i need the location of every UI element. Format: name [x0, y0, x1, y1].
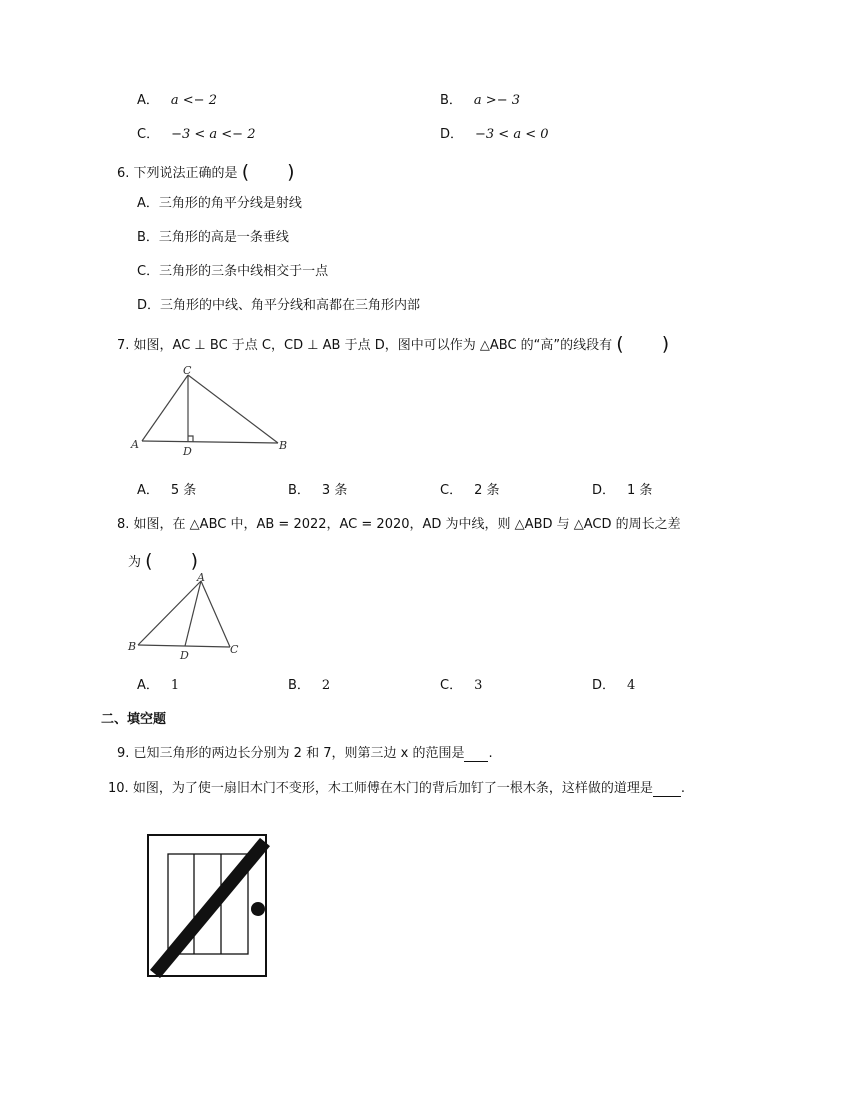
- q7-label-b: B: [279, 439, 288, 452]
- q7-side-ab: [142, 441, 278, 443]
- q5-option-d: D． −3 < a < 0: [440, 127, 549, 142]
- q8-median-ad: [185, 581, 201, 646]
- q8-option-d: D． 4: [592, 678, 636, 693]
- q6-option-c: C．三角形的三条中线相交于一点: [137, 264, 329, 279]
- q8-triangle-figure: [126, 570, 246, 665]
- q7-label-a: A: [131, 438, 139, 451]
- q7-option-d: D． 1 条: [592, 483, 653, 498]
- q8-option-c: C． 3: [440, 678, 483, 693]
- q6-option-a: A．三角形的角平分线是射线: [137, 196, 302, 211]
- q8-label-b: B: [128, 640, 137, 653]
- q7-side-ac: [142, 375, 188, 441]
- q8-label-d: D: [180, 649, 189, 662]
- q5-option-c: C． −3 < a <− 2: [137, 127, 256, 142]
- q5-option-a: A． a <− 2: [137, 93, 217, 108]
- q6-option-b: B．三角形的高是一条垂线: [137, 230, 289, 245]
- q7-option-b: B． 3 条: [288, 483, 348, 498]
- q9-stem: 9. 已知三角形的两边长分别为 2 和 7，则第三边 x 的范围是 .: [117, 746, 493, 761]
- q8-side-ab: [138, 581, 201, 645]
- q5-option-b: B． a >− 3: [440, 93, 520, 108]
- q6-option-d: D．三角形的中线、角平分线和高都在三角形内部: [137, 298, 421, 313]
- q7-label-c: C: [183, 364, 192, 377]
- q8-option-b: B． 2: [288, 678, 331, 693]
- q10-answer-blank[interactable]: [653, 781, 681, 797]
- q10-stem: 10. 如图，为了使一扇旧木门不变形，木工师傅在木门的背后加钉了一根木条，这样做的道理是 .: [108, 781, 685, 796]
- section-title-fill-in: 二、填空题: [101, 712, 167, 727]
- q8-side-ac: [201, 581, 230, 647]
- q7-side-bc: [188, 375, 278, 443]
- q9-answer-blank[interactable]: [464, 746, 488, 762]
- q7-stem: 7. 如图，AC ⊥ BC 于点 C，CD ⊥ AB 于点 D，图中可以作为 △ABC 的“高”的线段有 ( ): [117, 333, 670, 355]
- q7-option-a: A． 5 条: [137, 483, 197, 498]
- q8-label-a: A: [197, 571, 205, 584]
- q8-label-c: C: [230, 643, 239, 656]
- q7-triangle-figure: [128, 364, 298, 459]
- q8-stem-cont: 为 ( ): [128, 550, 198, 572]
- q7-option-c: C． 2 条: [440, 483, 500, 498]
- q8-option-a: A． 1: [137, 678, 180, 693]
- q8-stem: 8. 如图，在 △ABC 中，AB = 2022，AC = 2020，AD 为中线，则 △ABD 与 △ACD 的周长之差: [117, 517, 681, 532]
- q10-door-figure: [145, 832, 270, 982]
- q8-side-bc: [138, 645, 230, 647]
- q7-label-d: D: [183, 445, 192, 458]
- door-knob: [251, 902, 265, 916]
- q6-stem: 6. 下列说法正确的是 ( ): [117, 161, 295, 183]
